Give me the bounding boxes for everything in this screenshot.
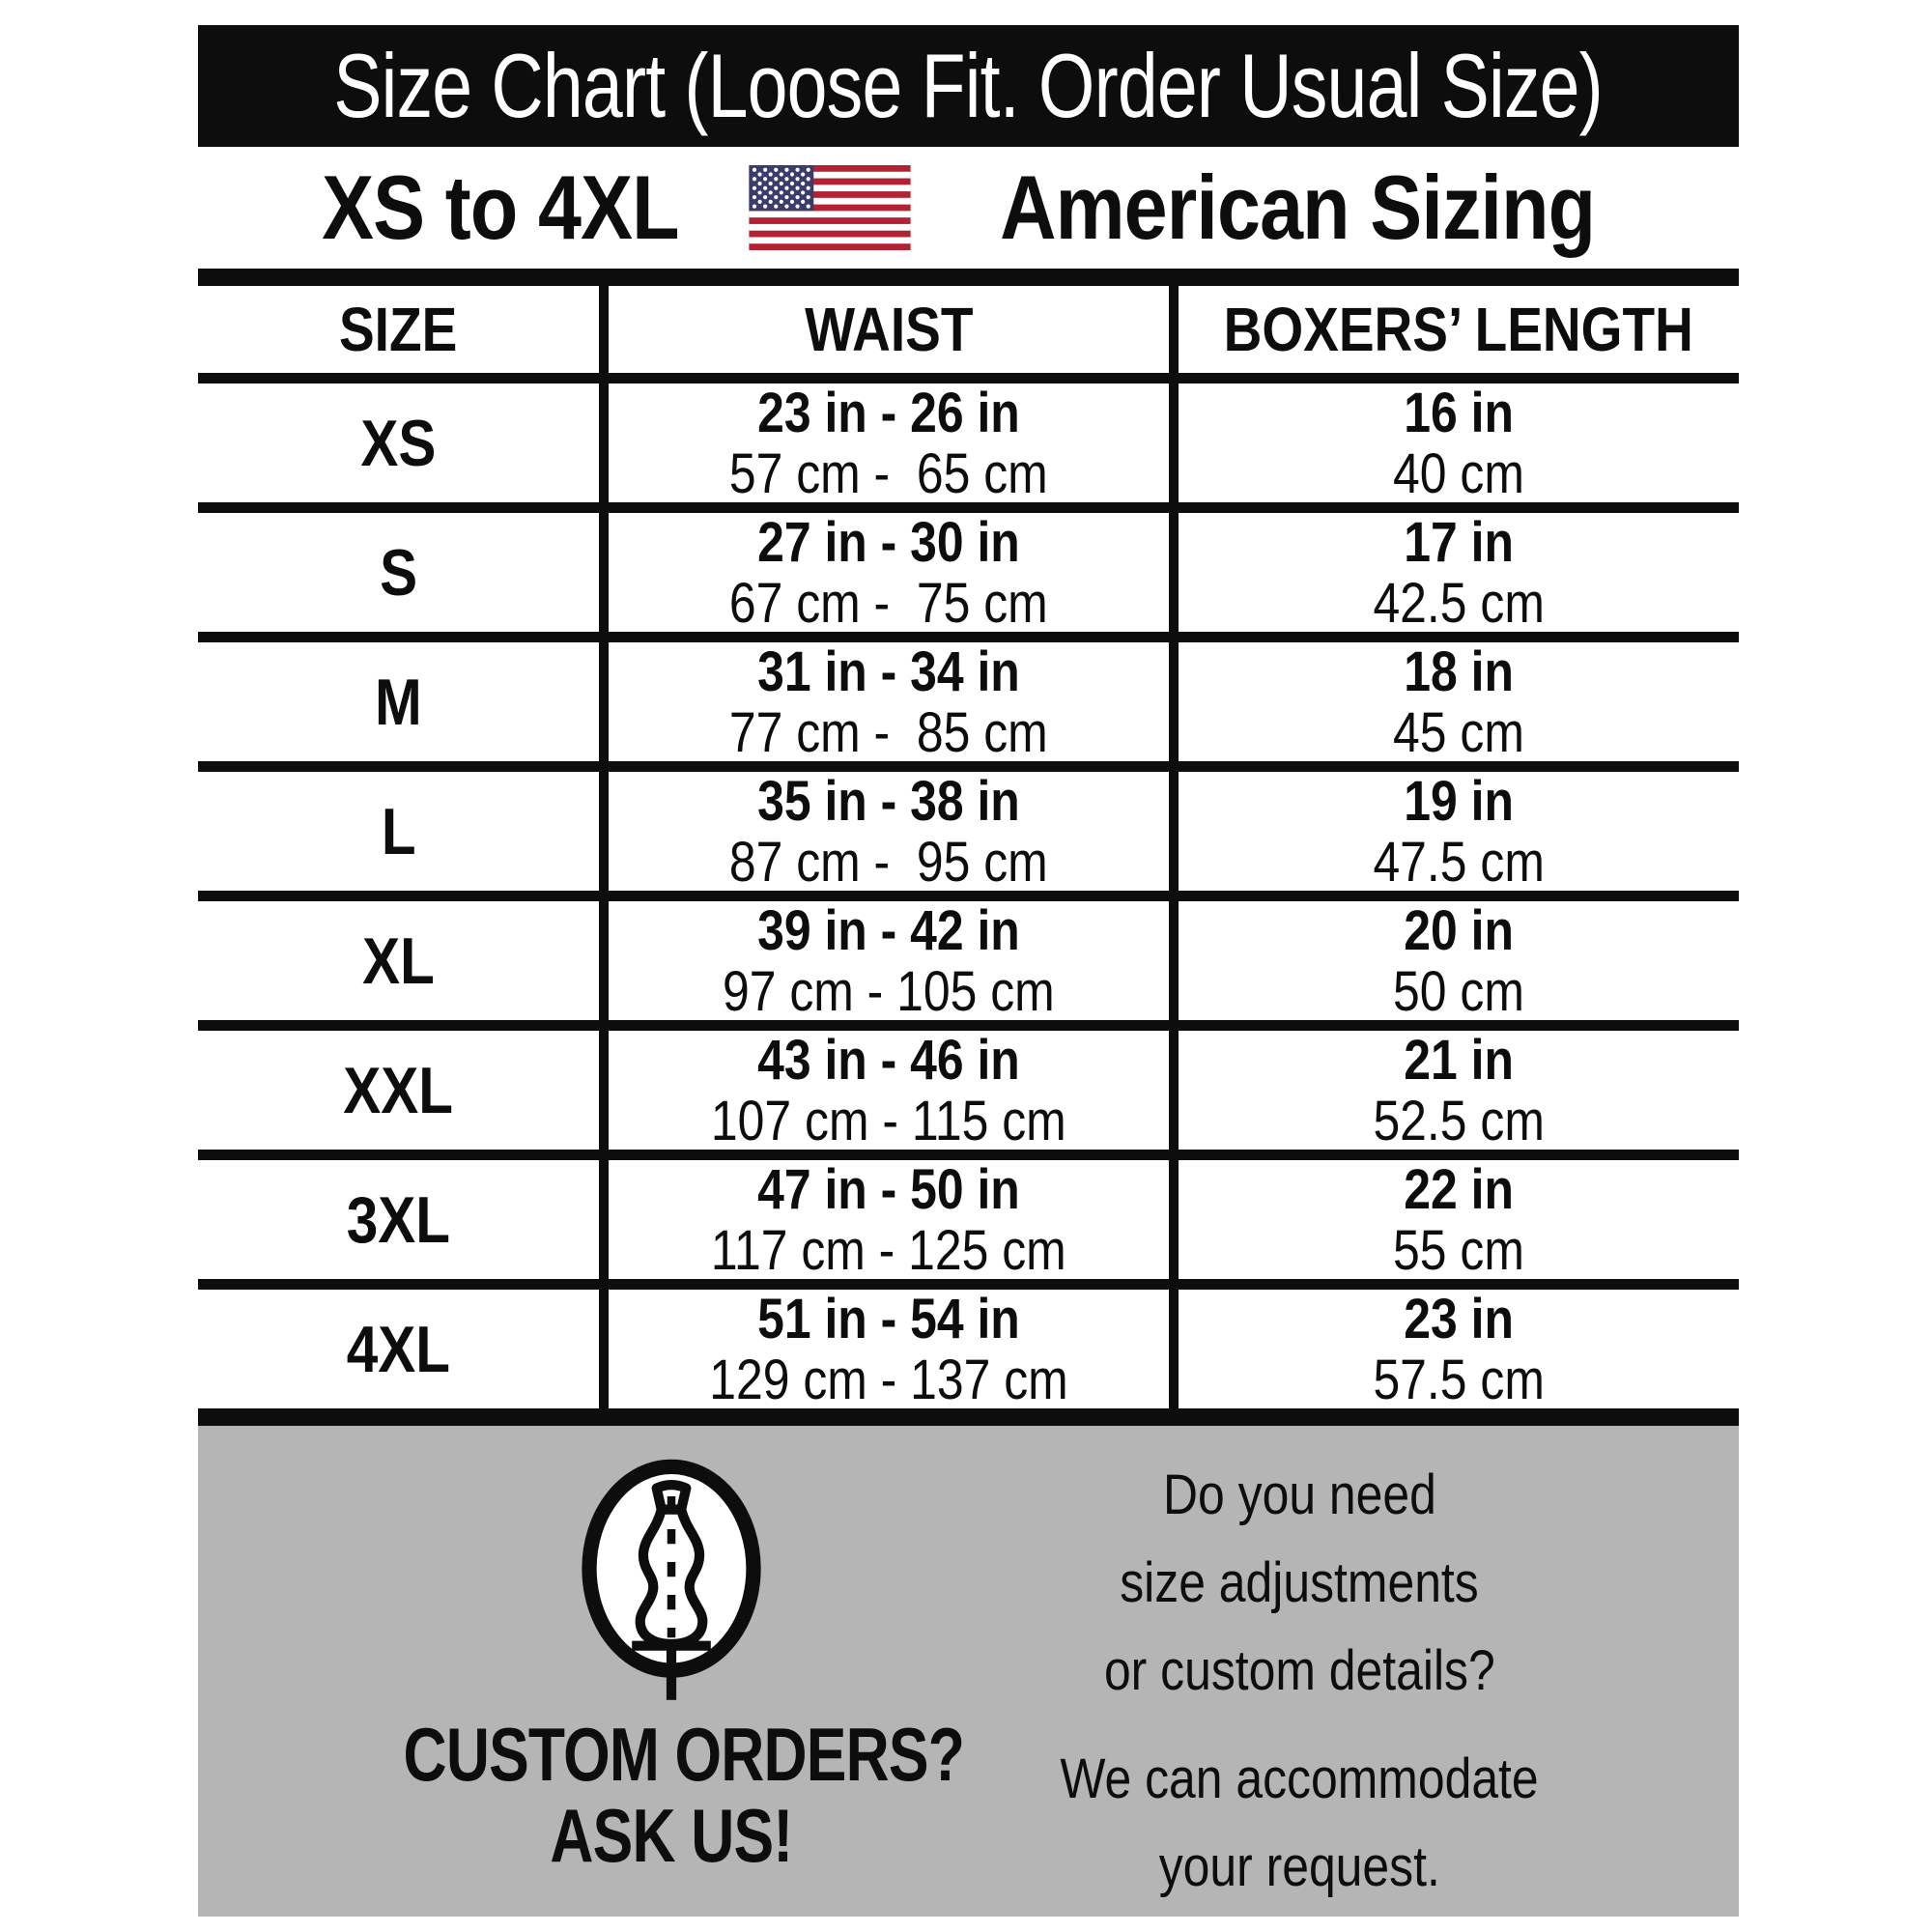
length-inches: 21 in <box>1404 1028 1514 1092</box>
waist-inches: 35 in - 38 in <box>757 769 1020 833</box>
question-line-3: or custom details? <box>1103 1639 1495 1702</box>
length-cell <box>1179 639 1739 772</box>
subtitle-bar <box>198 147 1739 269</box>
waist-centimeters: 87 cm - 95 cm <box>729 830 1048 894</box>
size-cell <box>198 901 609 1031</box>
waist-centimeters: 97 cm - 105 cm <box>723 959 1055 1023</box>
length-centimeters: 40 cm <box>1393 441 1524 505</box>
subtitle-size-range: XS to 4XL <box>322 156 680 258</box>
length-inches: 16 in <box>1404 381 1514 444</box>
length-cell <box>1179 1028 1739 1160</box>
flag-canton <box>750 165 814 211</box>
size-value: XXL <box>343 1053 454 1127</box>
us-flag-icon <box>749 165 911 250</box>
custom-orders-line2: ASK US! <box>550 1793 793 1878</box>
waist-cell <box>609 639 1179 772</box>
page-title: Size Chart (Loose Fit. Order Usual Size) <box>333 35 1604 136</box>
length-cell <box>1179 1157 1739 1290</box>
waist-centimeters: 77 cm - 85 cm <box>729 700 1048 764</box>
length-centimeters: 42.5 cm <box>1373 571 1545 635</box>
waist-cell <box>609 510 1179 642</box>
waist-cell <box>609 1028 1179 1160</box>
waist-inches: 31 in - 34 in <box>757 639 1020 703</box>
length-cell <box>1179 1287 1739 1411</box>
waist-cell <box>609 898 1179 1031</box>
size-value: L <box>381 794 416 868</box>
length-inches: 20 in <box>1404 898 1514 962</box>
length-centimeters: 57.5 cm <box>1373 1348 1545 1411</box>
answer-line-1: We can accommodate <box>1060 1747 1539 1810</box>
question-line-2: size adjustments <box>1120 1551 1479 1614</box>
length-centimeters: 50 cm <box>1393 959 1524 1023</box>
size-table <box>198 269 1739 1426</box>
waist-inches: 43 in - 46 in <box>757 1028 1020 1092</box>
length-centimeters: 45 cm <box>1393 700 1524 764</box>
question-line-1: Do you need <box>1162 1463 1436 1526</box>
size-cell <box>198 1031 609 1160</box>
size-value: XL <box>362 923 435 998</box>
waist-centimeters: 107 cm - 115 cm <box>711 1089 1066 1152</box>
header-label-size: SIZE <box>339 295 458 364</box>
header-label-length: BOXERS’ LENGTH <box>1223 295 1694 364</box>
waist-inches: 39 in - 42 in <box>757 898 1020 962</box>
waist-centimeters: 57 cm - 65 cm <box>729 441 1048 505</box>
waist-inches: 47 in - 50 in <box>757 1157 1020 1221</box>
header-cell-size <box>198 286 609 384</box>
length-inches: 18 in <box>1404 639 1514 703</box>
subtitle-sizing-label: American Sizing <box>1000 156 1596 258</box>
waist-inches: 23 in - 26 in <box>757 381 1020 444</box>
length-inches: 19 in <box>1404 769 1514 833</box>
length-inches: 17 in <box>1404 510 1514 574</box>
size-value: 3XL <box>346 1182 451 1257</box>
waist-centimeters: 129 cm - 137 cm <box>709 1348 1068 1411</box>
header-label-waist: WAIST <box>804 295 974 364</box>
answer-line-2: your request. <box>1158 1835 1440 1898</box>
size-cell <box>198 1290 609 1408</box>
length-cell <box>1179 769 1739 901</box>
size-cell <box>198 1160 609 1290</box>
length-inches: 23 in <box>1404 1287 1514 1350</box>
size-value: XS <box>360 406 437 480</box>
waist-inches: 51 in - 54 in <box>757 1287 1020 1350</box>
answer-block <box>971 1735 1628 1911</box>
waist-inches: 27 in - 30 in <box>757 510 1020 574</box>
length-inches: 22 in <box>1404 1157 1514 1221</box>
adjustments-text-block <box>971 1451 1628 1911</box>
title-bar <box>198 25 1739 147</box>
footer-panel <box>198 1426 1739 1917</box>
waist-cell <box>609 381 1179 513</box>
length-centimeters: 55 cm <box>1393 1218 1524 1282</box>
waist-cell <box>609 769 1179 901</box>
header-cell-waist <box>609 286 1179 384</box>
dress-form-icon <box>573 1445 770 1712</box>
custom-orders-block <box>333 1714 1009 1876</box>
waist-cell <box>609 1157 1179 1290</box>
custom-orders-line1: CUSTOM ORDERS? <box>403 1712 965 1797</box>
size-cell <box>198 772 609 901</box>
size-cell <box>198 513 609 642</box>
length-cell <box>1179 381 1739 513</box>
size-value: M <box>375 665 422 739</box>
size-value: S <box>379 535 417 610</box>
length-centimeters: 47.5 cm <box>1373 830 1545 894</box>
header-cell-length <box>1179 286 1739 384</box>
length-cell <box>1179 898 1739 1031</box>
size-cell <box>198 642 609 772</box>
waist-cell <box>609 1287 1179 1411</box>
waist-centimeters: 117 cm - 125 cm <box>711 1218 1066 1282</box>
size-value: 4XL <box>346 1312 451 1386</box>
length-cell <box>1179 510 1739 642</box>
waist-centimeters: 67 cm - 75 cm <box>729 571 1048 635</box>
size-cell <box>198 384 609 513</box>
length-centimeters: 52.5 cm <box>1373 1089 1545 1152</box>
